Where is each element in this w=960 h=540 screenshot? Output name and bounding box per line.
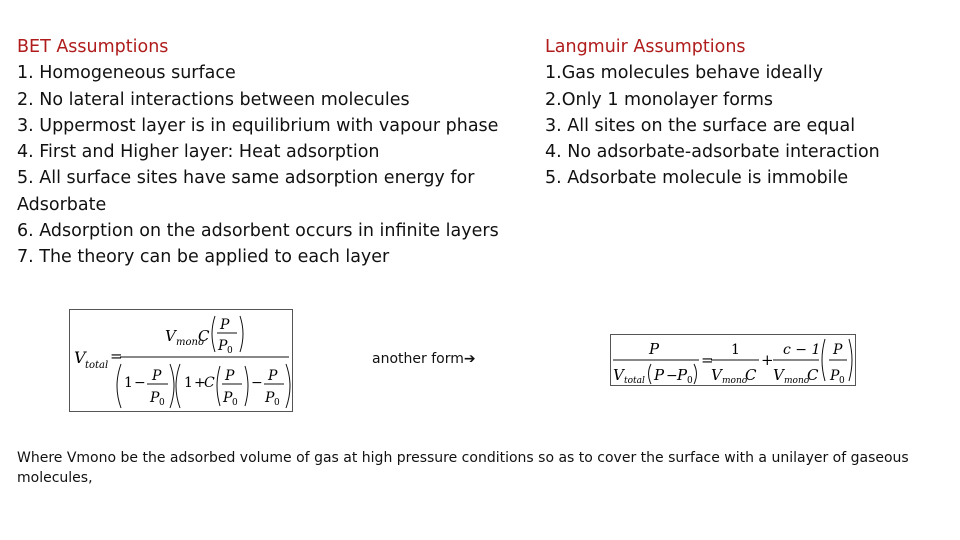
ratio-p0: P (830, 368, 840, 384)
denominator-one: 1 (124, 375, 133, 391)
numerator-p0: P (218, 338, 228, 354)
numerator-p0-subscript: 0 (227, 346, 233, 356)
bet-item-7: 7. The theory can be applied to each layer (17, 247, 390, 268)
v-symbol: V (74, 348, 86, 367)
denominator-paren-3-left (217, 366, 220, 406)
equals-sign: = (110, 347, 123, 365)
lhs-right-paren (694, 364, 697, 384)
bet-equation-svg (70, 310, 292, 411)
term2-c: C (807, 366, 819, 384)
denominator-paren-2-right (286, 364, 290, 408)
v-total-subscript: total (85, 360, 109, 371)
plus-sign: + (761, 351, 774, 369)
bet-item-2: 2. No lateral interactions between molecules (17, 89, 410, 110)
denominator-paren-3-right (245, 366, 248, 406)
denominator-p0-subscript-3: 0 (274, 398, 280, 408)
langmuir-heading: Langmuir Assumptions (545, 37, 746, 57)
bet-linear-equation (610, 334, 856, 386)
lhs-p0-subscript: 0 (687, 376, 693, 385)
term2-mono-subscript: mono (784, 376, 810, 385)
term1-mono-subscript: mono (722, 376, 748, 385)
arrow-right-icon: ➔ (463, 351, 476, 367)
bet-item-3: 3. Uppermost layer is in equilibrium with vapour phase (17, 115, 499, 136)
denominator-p-3: P (268, 368, 278, 384)
bet-equation (69, 309, 293, 412)
numerator-mono-subscript: mono (176, 337, 204, 348)
bet-assumptions-list (17, 34, 517, 271)
denominator-p0-subscript-1: 0 (159, 398, 165, 408)
bet-item-4: 4. First and Higher layer: Heat adsorption (17, 142, 380, 163)
ratio-right-paren (849, 339, 852, 381)
term1-c: C (745, 366, 757, 384)
term2-numerator: c − 1 (783, 342, 821, 358)
denominator-p0-3: P (265, 390, 275, 406)
ratio-p: P (833, 342, 843, 358)
lhs-p: P (654, 366, 665, 384)
denominator-minus-2: − (251, 375, 263, 391)
numerator-c: C (198, 327, 210, 345)
lhs-numerator-p: P (649, 340, 660, 358)
denominator-paren-1-left (117, 364, 121, 408)
denominator-c: C (204, 375, 215, 391)
bet-item-1: 1. Homogeneous surface (17, 63, 236, 84)
numerator-left-paren (212, 316, 215, 352)
lhs-minus: − (666, 368, 678, 384)
numerator-p: P (220, 317, 230, 333)
denominator-p-2: P (225, 368, 235, 384)
ratio-left-paren (822, 339, 825, 381)
denominator-p0-subscript-2: 0 (232, 398, 238, 408)
lhs-left-paren (649, 364, 652, 384)
term1-v: V (711, 366, 722, 384)
denominator-p-1: P (152, 368, 162, 384)
bet-item-5: 5. All surface sites have same adsorption energy for Adsorbate (17, 168, 475, 215)
another-form-text: another form (372, 351, 464, 367)
term1-numerator: 1 (731, 342, 740, 358)
denominator-paren-1-right (170, 364, 174, 408)
equals-sign-2: = (701, 351, 714, 369)
bet-heading: BET Assumptions (17, 37, 169, 57)
langmuir-assumptions-list (545, 34, 945, 192)
ratio-p0-subscript: 0 (839, 376, 845, 385)
footnote: Where Vmono be the adsorbed volume of gas at high pressure conditions so as to cover the surface with a unilayer of gaseous molecules, (17, 450, 909, 486)
numerator-right-paren (240, 316, 243, 352)
denominator-paren-2-left (176, 364, 180, 408)
langmuir-item-3: 3. All sites on the surface are equal (545, 115, 856, 136)
langmuir-item-1: 1.Gas molecules behave ideally (545, 63, 823, 84)
another-form-label (372, 351, 476, 367)
denominator-plus: + (194, 375, 206, 391)
denominator-one-2: 1 (184, 375, 193, 391)
numerator-v: V (165, 327, 176, 345)
bet-item-6: 6. Adsorption on the adsorbent occurs in infinite layers (17, 221, 499, 242)
langmuir-item-2: 2.Only 1 monolayer forms (545, 89, 773, 110)
lhs-v: V (613, 366, 624, 384)
langmuir-item-4: 4. No adsorbate-adsorbate interaction (545, 142, 880, 163)
langmuir-item-5: 5. Adsorbate molecule is immobile (545, 168, 849, 189)
bet-linear-equation-svg (611, 335, 855, 385)
denominator-p0-2: P (223, 390, 233, 406)
lhs-total-subscript: total (624, 376, 645, 385)
denominator-minus: − (134, 375, 146, 391)
lhs-p0: P (677, 366, 688, 384)
term2-v: V (773, 366, 784, 384)
denominator-p0-1: P (150, 390, 160, 406)
